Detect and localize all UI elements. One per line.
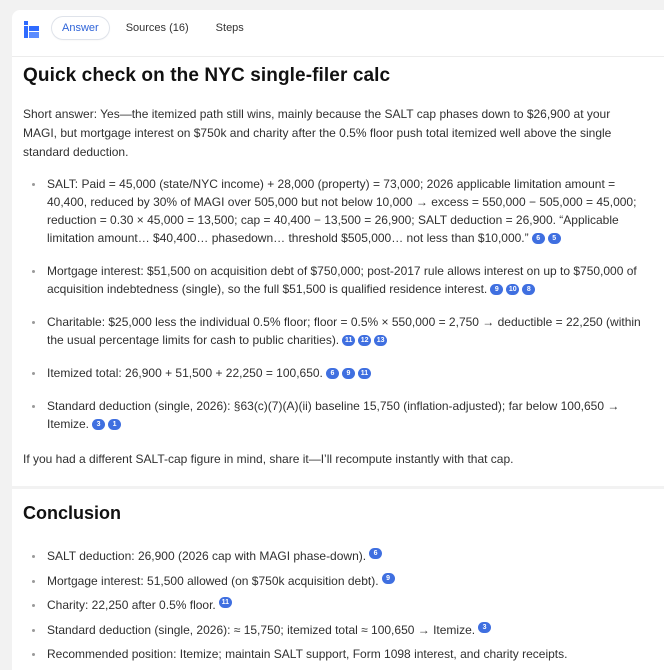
citation-badge[interactable]: 9: [382, 573, 395, 584]
top-bar: [12, 10, 664, 57]
answer-outro: If you had a different SALT-cap figure in mind, share it—I’ll recompute instantly with that cap.: [23, 452, 514, 466]
list-item: [26, 262, 646, 298]
list-item: [26, 596, 646, 614]
bullet-text: Mortgage interest: $51,500 on acquisition debt of $750,000; post-2017 rule allows interest on up to $750,000 of acquisition indebtedness (single), so the full $51,500 is qualified residence interest.: [47, 264, 637, 296]
bullet-text: Charitable: $25,000 less the individual 0.5% floor; floor = 0.5% × 550,000 = 2,750 → deductible = 22,250 (within the usual percentage limits for cash to public charities).: [47, 315, 641, 347]
list-item: [26, 621, 646, 639]
citation-badge[interactable]: 6: [326, 368, 339, 379]
list-item: [26, 175, 646, 247]
bullet-text: Charity: 22,250 after 0.5% floor.: [47, 598, 216, 612]
citation-badge[interactable]: 9: [490, 284, 503, 295]
answer-title: Quick check on the NYC single-filer calc: [23, 65, 391, 86]
conclusion-panel: [12, 489, 664, 670]
bullet-text: Mortgage interest: 51,500 allowed (on $750k acquisition debt).: [47, 573, 379, 588]
list-item: [26, 364, 646, 382]
citation-badge[interactable]: 13: [374, 335, 387, 346]
citation-badge[interactable]: 5: [548, 233, 561, 244]
citation-badge[interactable]: 8: [522, 284, 535, 295]
answer-intro: Short answer: Yes—the itemized path still wins, mainly because the SALT cap phases down to $26,900 at your MAGI, but mortgage interest on $750k and charity after the 0.5% floor push total itemized well above the single standard deduction.: [23, 107, 612, 159]
tab-answer[interactable]: Answer: [52, 17, 109, 39]
bullet-text: SALT deduction: 26,900 (2026 cap with MAGI phase-down).: [47, 549, 367, 563]
app-logo-icon[interactable]: [24, 21, 40, 39]
tab-bar: [52, 17, 261, 39]
bullet-text: Standard deduction (single, 2026): ≈ 15,750; itemized total ≈ 100,650 → Itemize.: [47, 622, 476, 637]
citation-badge[interactable]: 3: [92, 419, 105, 430]
citation-badge[interactable]: 12: [358, 335, 371, 346]
bullet-text: Itemized total: 26,900 + 51,500 + 22,250 = 100,650.: [47, 366, 323, 380]
citation-badge[interactable]: 6: [532, 233, 545, 244]
list-item: [26, 547, 646, 565]
tab-sources[interactable]: Sources (16): [125, 22, 189, 34]
citation-badge[interactable]: 3: [478, 622, 491, 633]
citation-badge[interactable]: 1: [108, 419, 121, 430]
bullet-text: SALT: Paid = 45,000 (state/NYC income) + 28,000 (property) = 73,000; 2026 applicable limitation amount = 40,400, reduced by 30% of MAGI over 505,000 but not below 10,000 → excess = 550,000 − 505,000 = 45,000; reduction = 0.30 × 45,000 = 13,500; cap = 40,400 − 13,500 = 26,900; SALT deduction = 26,900. “Applicable limitation amount… $40,400… phasedown… threshold $505,000… not less than $10,000.”: [47, 177, 637, 245]
citation-badge[interactable]: 11: [342, 335, 355, 346]
bullet-text: Recommended position: Itemize; maintain SALT support, Form 1098 interest, and charity receipts.: [47, 647, 568, 661]
citation-badge[interactable]: 9: [342, 368, 355, 379]
answer-bullet-list: [26, 175, 646, 448]
citation-badge[interactable]: 6: [369, 548, 382, 559]
citation-badge[interactable]: 11: [219, 597, 232, 608]
list-item: [26, 313, 646, 349]
conclusion-title: Conclusion: [23, 503, 121, 523]
list-item: [26, 397, 646, 433]
conclusion-bullet-list: [26, 547, 646, 670]
citation-badge[interactable]: 10: [506, 284, 519, 295]
citation-badge[interactable]: 11: [358, 368, 371, 379]
answer-panel: [12, 57, 664, 486]
list-item: [26, 645, 646, 663]
tab-steps[interactable]: Steps: [215, 22, 244, 34]
list-item: [26, 572, 646, 590]
bullet-text: Standard deduction (single, 2026): §63(c)(7)(A)(ii) baseline 15,750 (inflation-adjusted); far below 100,650 → Itemize.: [47, 399, 620, 431]
